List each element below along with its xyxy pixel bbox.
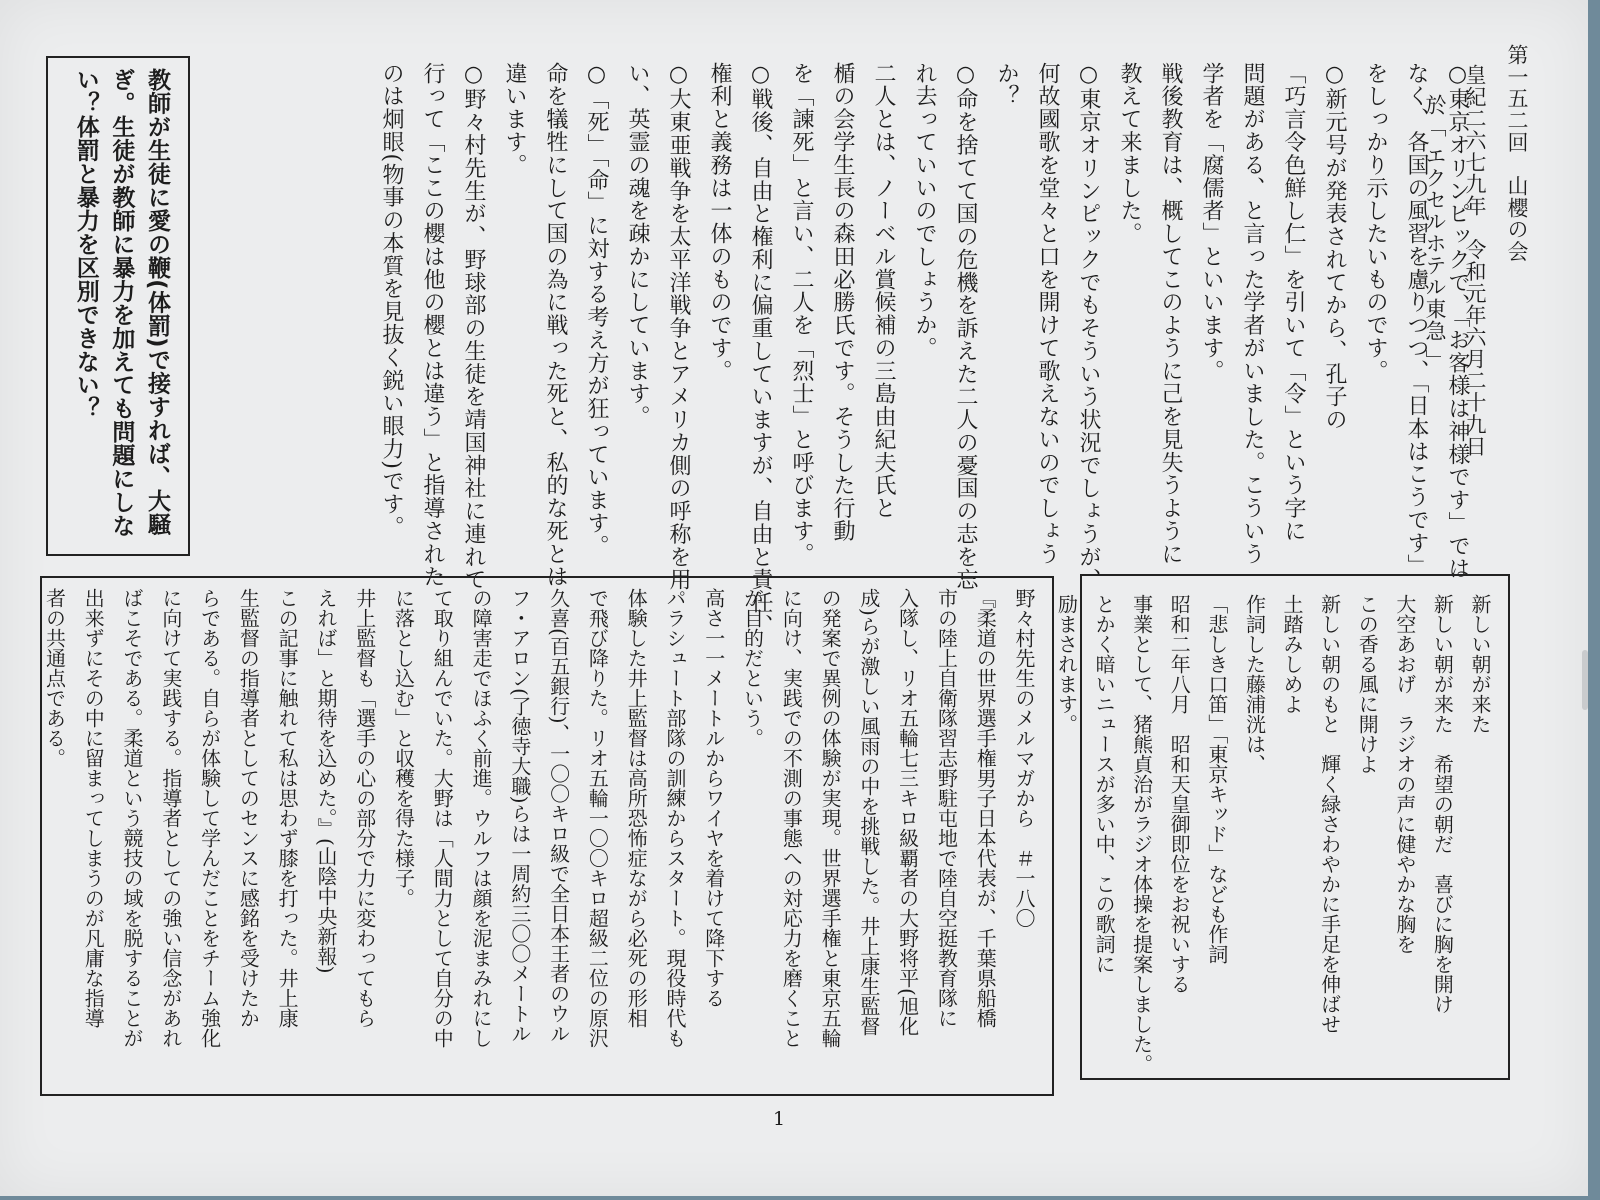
essay-line: ○命を捨てて国の危機を訴えた二人の憂国の志を忘 [953, 62, 978, 592]
news-line: に向け、実践での不測の事態への対応力を磨くこと [779, 588, 804, 1048]
news-box [40, 576, 1054, 1096]
essay-line: ○野々村先生が、野球部の生徒を靖国神社に連れて [461, 62, 486, 592]
poem-line: 新しい朝が来た 希望の朝だ 喜びに胸を開け [1430, 594, 1455, 1014]
news-line: ばこそである。柔道という競技の域を脱することが [120, 588, 145, 1048]
poem-line: 励まされます。 [1054, 594, 1079, 734]
news-line: パラシュート部隊の訓練からスタート。現役時代も [662, 588, 687, 1048]
poem-line: とかく暗いニュースが多い中、この歌詞に [1092, 594, 1117, 974]
poem-line: 新しい朝のもと 輝く緑さわやかに手足を伸ばせ [1317, 594, 1342, 1034]
news-line: 野々村先生のメルマガから ＃一八〇 [1012, 588, 1036, 928]
news-line: の障害走でほふく前進。ウルフは顔を泥まみれにし [469, 588, 494, 1048]
news-line: 入隊し、リオ五輪七三キロ級覇者の大野将平(旭化 [895, 588, 920, 1036]
essay-line: ○「死」「命」に対する考え方が狂っています。 [584, 62, 609, 558]
news-line: 高さ一一メートルからワイヤを着けて降下する [701, 588, 726, 1008]
poem-line: 「悲しき口笛」「東京キッド」なども作詞 [1204, 594, 1229, 964]
news-line: 体験した井上監督は高所恐怖症ながら必死の形相 [624, 588, 649, 1028]
lesson-line: 教師が生徒に愛の鞭(体罰)で接すれば、大騒 [144, 68, 170, 536]
news-line: の発案で異例の体験が実現。世界選手権と東京五輪 [818, 588, 843, 1048]
lesson-text [67, 68, 174, 548]
lesson-box [46, 56, 190, 556]
essay-line: 違います。 [502, 62, 527, 177]
meeting-venue: 於「 エクセルホテル東急 」 [1423, 94, 1447, 372]
essay-line: 学者を「腐儒者」といいます。 [1199, 62, 1224, 383]
poem-line: 事業として、猪熊貞治がラジオ体操を提案しました。 [1129, 594, 1154, 1074]
poem-line: 作詞した藤浦洸は、 [1242, 594, 1267, 774]
essay-line: 問題がある、と言った学者がいました。こういう [1240, 62, 1265, 566]
essay-line: 「巧言令色鮮し仁」を引いて「令」という字に [1281, 62, 1306, 543]
news-line: で飛び降りた。リオ五輪一〇〇キロ超級二位の原沢 [585, 588, 610, 1048]
essay-line: 二人とは、ノーベル賞候補の三島由紀夫氏と [871, 62, 896, 520]
news-line: 出来ずにその中に留まってしまうのが凡庸な指導 [81, 588, 106, 1028]
lesson-line: ぎ。生徒が教師に暴力を加えても問題にしな [108, 68, 135, 538]
news-line: 久喜(百五銀行)、一〇〇キロ級で全日本王者のウル [546, 588, 571, 1044]
poem-line: 大空あおげ ラジオの声に健やかな胸を [1392, 594, 1417, 954]
page-number: 1 [773, 1108, 786, 1130]
news-line: て取り組んでいた。大野は「人間力として自分の中 [430, 588, 455, 1048]
page-edge-tab [1582, 650, 1588, 710]
essay-line: ○東京オリンピックで、「お客様は神様です」では [1445, 62, 1470, 581]
essay-line: 権利と義務は一体のものです。 [707, 62, 732, 383]
news-line: に向けて実践する。指導者としての強い信念があれ [158, 588, 183, 1048]
news-line: 市の陸上自衛隊習志野駐屯地で陸自空挺教育隊に [934, 588, 959, 1028]
essay-line: 教えて来ました。 [1117, 62, 1142, 246]
poem-line: この香る風に開けよ [1355, 594, 1380, 774]
poem-line: 新しい朝が来た [1468, 594, 1492, 734]
poem-box [1054, 574, 1510, 1080]
main-essay [361, 62, 1470, 637]
poem-text [1043, 594, 1494, 1074]
essay-line: ○東京オリンピックでもそういう状況でしょうが、 [1076, 62, 1101, 592]
essay-line: 楯の会学生長の森田必勝氏です。そうした行動 [830, 62, 855, 543]
news-line: 井上監督も「選手の心の部分で力に変わってもら [352, 588, 377, 1028]
newsletter-title: 第一五二回 山櫻の会 [1505, 44, 1529, 263]
news-line: に落とし込む」と収穫を得た様子。 [391, 588, 416, 908]
essay-line: なく、各国の風習を慮りつつ、「日本はこうです」 [1404, 62, 1429, 578]
essay-line: か？ [994, 62, 1019, 108]
news-line: 『柔道の世界選手権男子日本代表が、千葉県船橋 [973, 588, 998, 1028]
lesson-line: い？体罰と暴力を区別できない？ [72, 68, 99, 420]
news-line: 生監督の指導者としてのセンスに感銘を受けたか [236, 588, 261, 1028]
news-line: この記事に触れて私は思わず膝を打った。井上康 [275, 588, 300, 1028]
news-line: フ・アロン(了徳寺大職)らは一周約三〇〇メートル [507, 588, 532, 1044]
meeting-date: 皇紀二六七九年 令和元年六月二十九日 [1463, 64, 1487, 458]
essay-line: のは炯眼(物事の本質を見抜く鋭い眼力)です。 [379, 62, 404, 539]
essay-line: ○新元号が発表されてから、孔子の [1322, 62, 1347, 432]
essay-line: 何故國歌を堂々と口を開けて歌えないのでしょう [1035, 62, 1060, 566]
essay-line: い、英霊の魂を疎かにしています。 [625, 62, 650, 429]
essay-line: 戦後教育は、概してこのように己を見失うように [1158, 62, 1183, 566]
essay-line: 行って「ここの櫻は他の櫻とは違う」と指導された [420, 62, 445, 589]
essay-line: を「諫死」と言い、二人を「烈士」と呼びます。 [789, 62, 814, 566]
news-line: 者の共通点である。 [42, 588, 67, 768]
news-text [30, 588, 1038, 1088]
poem-line: 土踏みしめよ [1280, 594, 1305, 714]
essay-line: ○戦後、自由と権利に偏重していますが、自由と責任、 [748, 62, 773, 637]
poem-line: 昭和二年八月 昭和天皇御即位をお祝いする [1167, 594, 1192, 994]
essay-line: をしっかり示したいものです。 [1363, 62, 1388, 383]
essay-line: れ去っていいのでしょうか。 [912, 62, 937, 360]
news-line: が目的だという。 [740, 588, 765, 748]
essay-line: ○大東亜戦争を太平洋戦争とアメリカ側の呼称を用 [666, 62, 691, 592]
essay-line: 命を犠牲にして国の為に戦った死と、私的な死とは [543, 62, 568, 589]
news-line: えれば」と期待を込めた。』(山陰中央新報) [313, 588, 338, 974]
news-line: 成)らが激しい風雨の中を挑戦した。井上康生監督 [856, 588, 881, 1036]
news-line: らである。自らが体験して学んだことをチーム強化 [197, 588, 222, 1048]
